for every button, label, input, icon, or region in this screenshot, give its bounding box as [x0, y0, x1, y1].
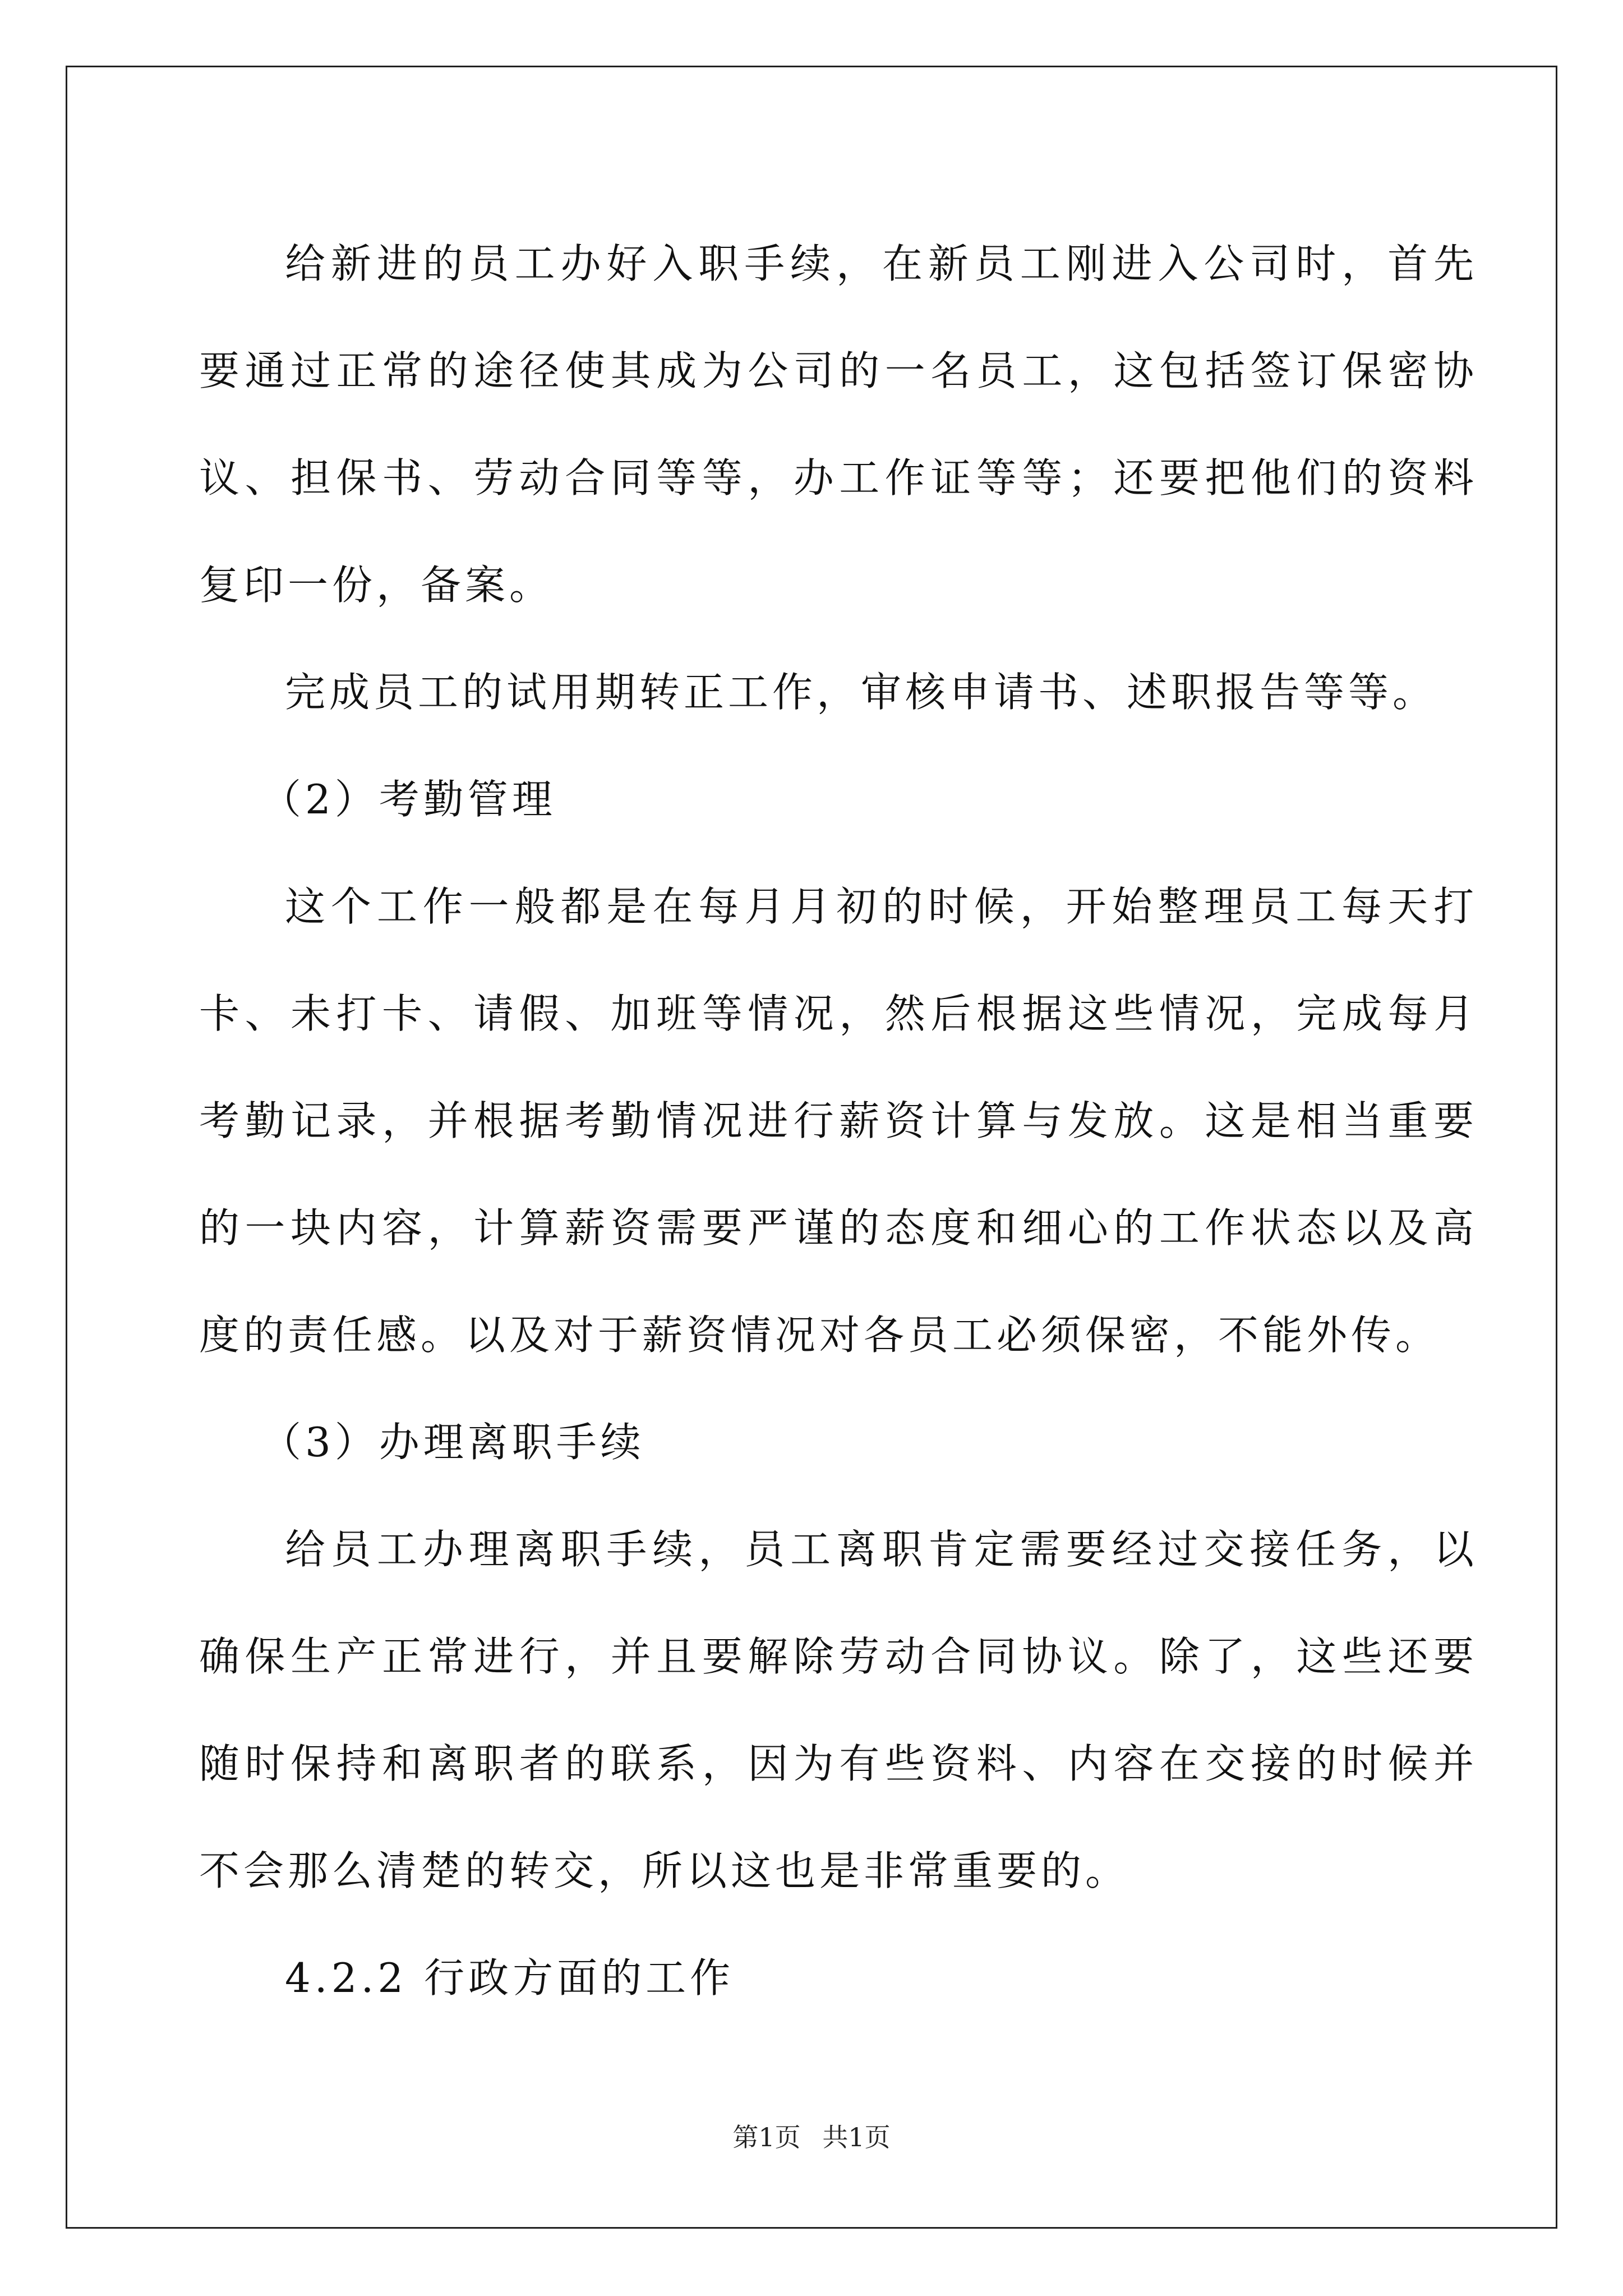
paragraph-probation: 完成员工的试用期转正工作，审核申请书、述职报告等等。 [285, 669, 1437, 716]
paragraph-onboarding: 给新进的员工办好入职手续，在新员工刚进入公司时，首先要通过正常的途径使其成为公司的一名员工，这包括签订保密协议、担保书、劳动合同等等，办工作证等等；还要把他们的资料复印一份，备案。 [199, 240, 1478, 609]
subheading-resignation: （3）办理离职手续 [261, 1419, 645, 1466]
paragraph-attendance: 这个工作一般都是在每月月初的时候，开始整理员工每天打卡、未打卡、请假、加班等情况，然后根据这些情况，完成每月考勤记录，并根据考勤情况进行薪资计算与发放。这是相当重要的一块内容，计算薪资需要严谨的态度和细心的工作状态以及高度的责任感。以及对于薪资情况对各员工必须保密，不能外传。 [199, 883, 1478, 1359]
page-total: 共1页 [822, 2122, 891, 2152]
document-body [199, 210, 1478, 2032]
subheading-attendance: （2）考勤管理 [261, 776, 556, 823]
paragraph-resignation: 给员工办理离职手续，员工离职肯定需要经过交接任务，以确保生产正常进行，并且要解除劳动合同协议。除了，这些还要随时保持和离职者的联系，因为有些资料、内容在交接的时候并不会那么清楚的转交，所以这也是非常重要的。 [199, 1526, 1478, 1894]
page-footer [0, 2120, 1623, 2154]
section-heading-admin: 4.2.2 行政方面的工作 [285, 1954, 735, 2001]
page-number: 第1页 [732, 2122, 801, 2152]
